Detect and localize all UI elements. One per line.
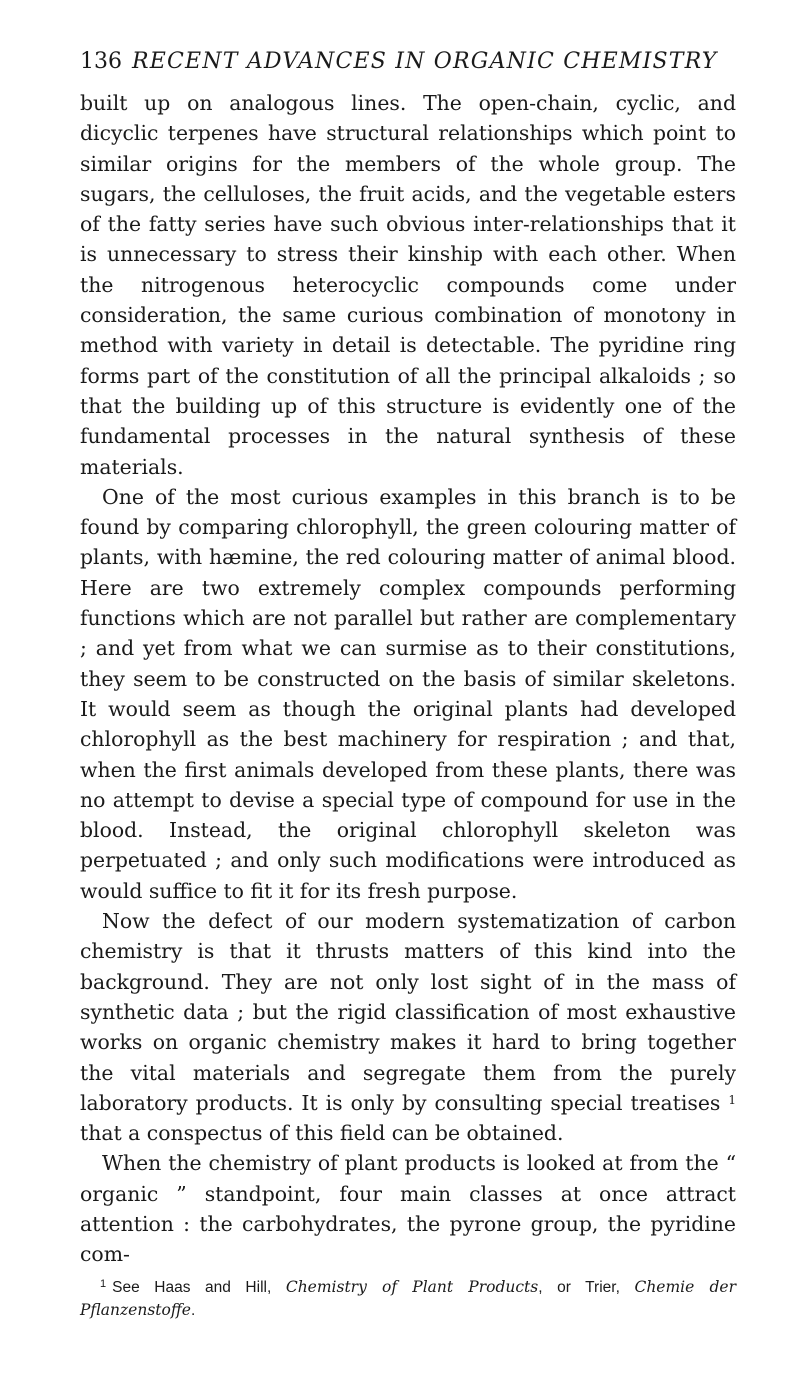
footnote-text: , or Trier, (538, 1278, 620, 1296)
body-text (80, 88, 736, 1270)
book-page (80, 48, 736, 1322)
page-number: 136 (80, 49, 122, 74)
footnote-text: See Haas and Hill, (112, 1278, 272, 1296)
paragraph (80, 906, 736, 1148)
paragraph: built up on analogous lines. The open-chain, cyclic, and dicyclic terpenes have structural relationships which point to similar origins for the members of the whole group. The sugars, the celluloses, the fruit acids, and the vegetable esters of the fatty series have such obvious inter-relationships that it is unnecessary to stress their kinship with each other. When the nitrogenous heterocyclic compounds come under consideration, the same curious combination of monotony in method with variety in detail is detectable. The pyridine ring forms part of the constitution of all the principal alkaloids ; so that the building up of this structure is evidently one of the fundamental processes in the natural synthesis of these materials. (80, 91, 736, 479)
footnote-title: Chemie der Pflanzenstoffe (80, 1277, 736, 1319)
footnote-mark: 1 (100, 1277, 107, 1290)
paragraph-text: that a conspectus of this field can be obtained. (80, 1121, 564, 1146)
running-title: RECENT ADVANCES IN ORGANIC CHEMISTRY (132, 49, 718, 74)
paragraph-text: Now the defect of our modern systematization of carbon chemistry is that it thrusts matters of this kind into the background. They are not only lost sight of in the mass of synthetic data ; but the rigid classification of most exhaustive works on organic chemistry makes it hard to bring together the vital materials and segregate them from the purely laboratory products. It is only by consulting special treatises (80, 909, 736, 1115)
paragraph: When the chemistry of plant products is looked at from the “ organic ” standpoint, four main classes at once attract attention : the carbohydrates, the pyrone group, the pyridine com- (80, 1151, 736, 1267)
running-head (80, 48, 736, 76)
footnote-reference: 1 (728, 1092, 736, 1107)
footnote-title: Chemistry of Plant Products (285, 1277, 539, 1296)
footnote (80, 1276, 736, 1322)
paragraph: One of the most curious examples in this branch is to be found by comparing chlorophyll, the green colouring matter of plants, with hæmine, the red colouring matter of animal blood. Here are two extremely complex compounds performing functions which are not parallel but rather are complementary ; and yet from what we can surmise as to their constitutions, they seem to be constructed on the basis of similar skeletons. It would seem as though the original plants had developed chlorophyll as the best machinery for respiration ; and that, when the first animals developed from these plants, there was no attempt to devise a special type of compound for use in the blood. Instead, the original chlorophyll skeleton was perpetuated ; and only such modifications were introduced as would suffice to fit it for its fresh purpose. (80, 484, 736, 903)
footnote-text: . (190, 1301, 196, 1319)
